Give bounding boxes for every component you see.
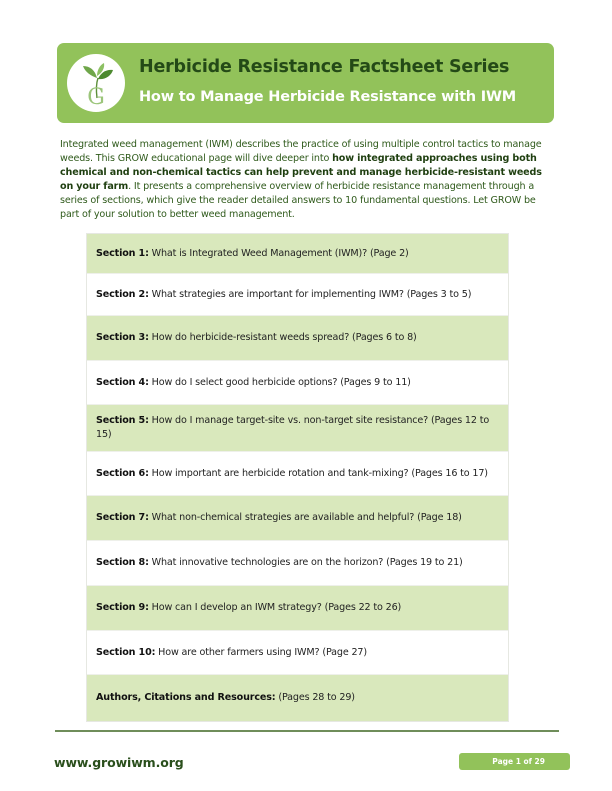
- toc-label: Section 6:: [96, 467, 149, 479]
- toc-row-authors[interactable]: [87, 675, 508, 721]
- svg-text:G: G: [87, 85, 105, 110]
- intro-text-1: Integrated weed management (IWM) describes the practice of using multiple control tactics to manage weeds. This GROW educational page will dive deeper into: [60, 139, 542, 165]
- toc-label: Section 4:: [96, 376, 149, 388]
- toc-text: (Pages 28 to 29): [275, 692, 355, 703]
- table-of-contents: [86, 233, 509, 722]
- intro-text-2: . It presents a comprehensive overview of herbicide resistance management through a series of sections, which give the reader detailed answers to 10 fundamental questions. Let GROW be part of your solution to better weed management.: [60, 181, 536, 221]
- toc-text: What innovative technologies are on the horizon? (Pages 19 to 21): [148, 557, 463, 568]
- toc-row-section-7[interactable]: [87, 496, 508, 541]
- toc-row-section-4[interactable]: [87, 361, 508, 405]
- intro-emphasis: how integrated approaches using both chemical and non-chemical tactics can help prevent and manage herbicide-resistant weeds on your farm: [60, 153, 542, 193]
- page-number-badge: Page 1 of 29: [459, 753, 570, 770]
- toc-text: How can I develop an IWM strategy? (Pages 22 to 26): [148, 602, 402, 613]
- grow-logo: [67, 54, 125, 112]
- toc-text: How are other farmers using IWM? (Page 27): [155, 646, 367, 658]
- toc-label: Section 10:: [96, 646, 156, 658]
- toc-text: How do I manage target-site vs. non-target site resistance? (Pages 12 to 15): [96, 415, 490, 440]
- toc-text: What is Integrated Weed Management (IWM)? (Page 2): [148, 247, 409, 259]
- toc-text: How do I select good herbicide options? (Pages 9 to 11): [148, 376, 411, 388]
- toc-row-section-9[interactable]: [87, 586, 508, 631]
- toc-row-section-10[interactable]: [87, 631, 508, 675]
- toc-label: Section 7:: [96, 512, 149, 523]
- header-banner: [57, 43, 554, 123]
- toc-row-section-1[interactable]: [87, 234, 508, 274]
- toc-text: How important are herbicide rotation and tank-mixing? (Pages 16 to 17): [148, 467, 488, 479]
- toc-label: Section 1:: [96, 247, 149, 259]
- toc-row-section-3[interactable]: [87, 316, 508, 361]
- toc-row-section-6[interactable]: [87, 452, 508, 496]
- footer-divider: [55, 730, 559, 732]
- toc-label: Section 2:: [96, 288, 149, 300]
- toc-text: What non-chemical strategies are available and helpful? (Page 18): [148, 512, 462, 523]
- website-link[interactable]: www.growiwm.org: [54, 755, 184, 770]
- toc-row-section-8[interactable]: [87, 541, 508, 586]
- toc-label: Section 5:: [96, 415, 149, 426]
- toc-text: What strategies are important for implementing IWM? (Pages 3 to 5): [148, 288, 472, 300]
- toc-row-section-5[interactable]: [87, 405, 508, 452]
- toc-label: Section 8:: [96, 557, 149, 568]
- toc-row-section-2[interactable]: [87, 274, 508, 316]
- sprout-g-logo-icon: [67, 54, 125, 112]
- toc-label: Section 9:: [96, 602, 149, 613]
- toc-label: Authors, Citations and Resources:: [96, 692, 276, 703]
- toc-text: How do herbicide-resistant weeds spread? (Pages 6 to 8): [148, 332, 417, 343]
- factsheet-subtitle: How to Manage Herbicide Resistance with IWM: [139, 89, 516, 105]
- intro-paragraph: [60, 138, 555, 223]
- toc-label: Section 3:: [96, 332, 149, 343]
- series-title: Herbicide Resistance Factsheet Series: [139, 57, 510, 77]
